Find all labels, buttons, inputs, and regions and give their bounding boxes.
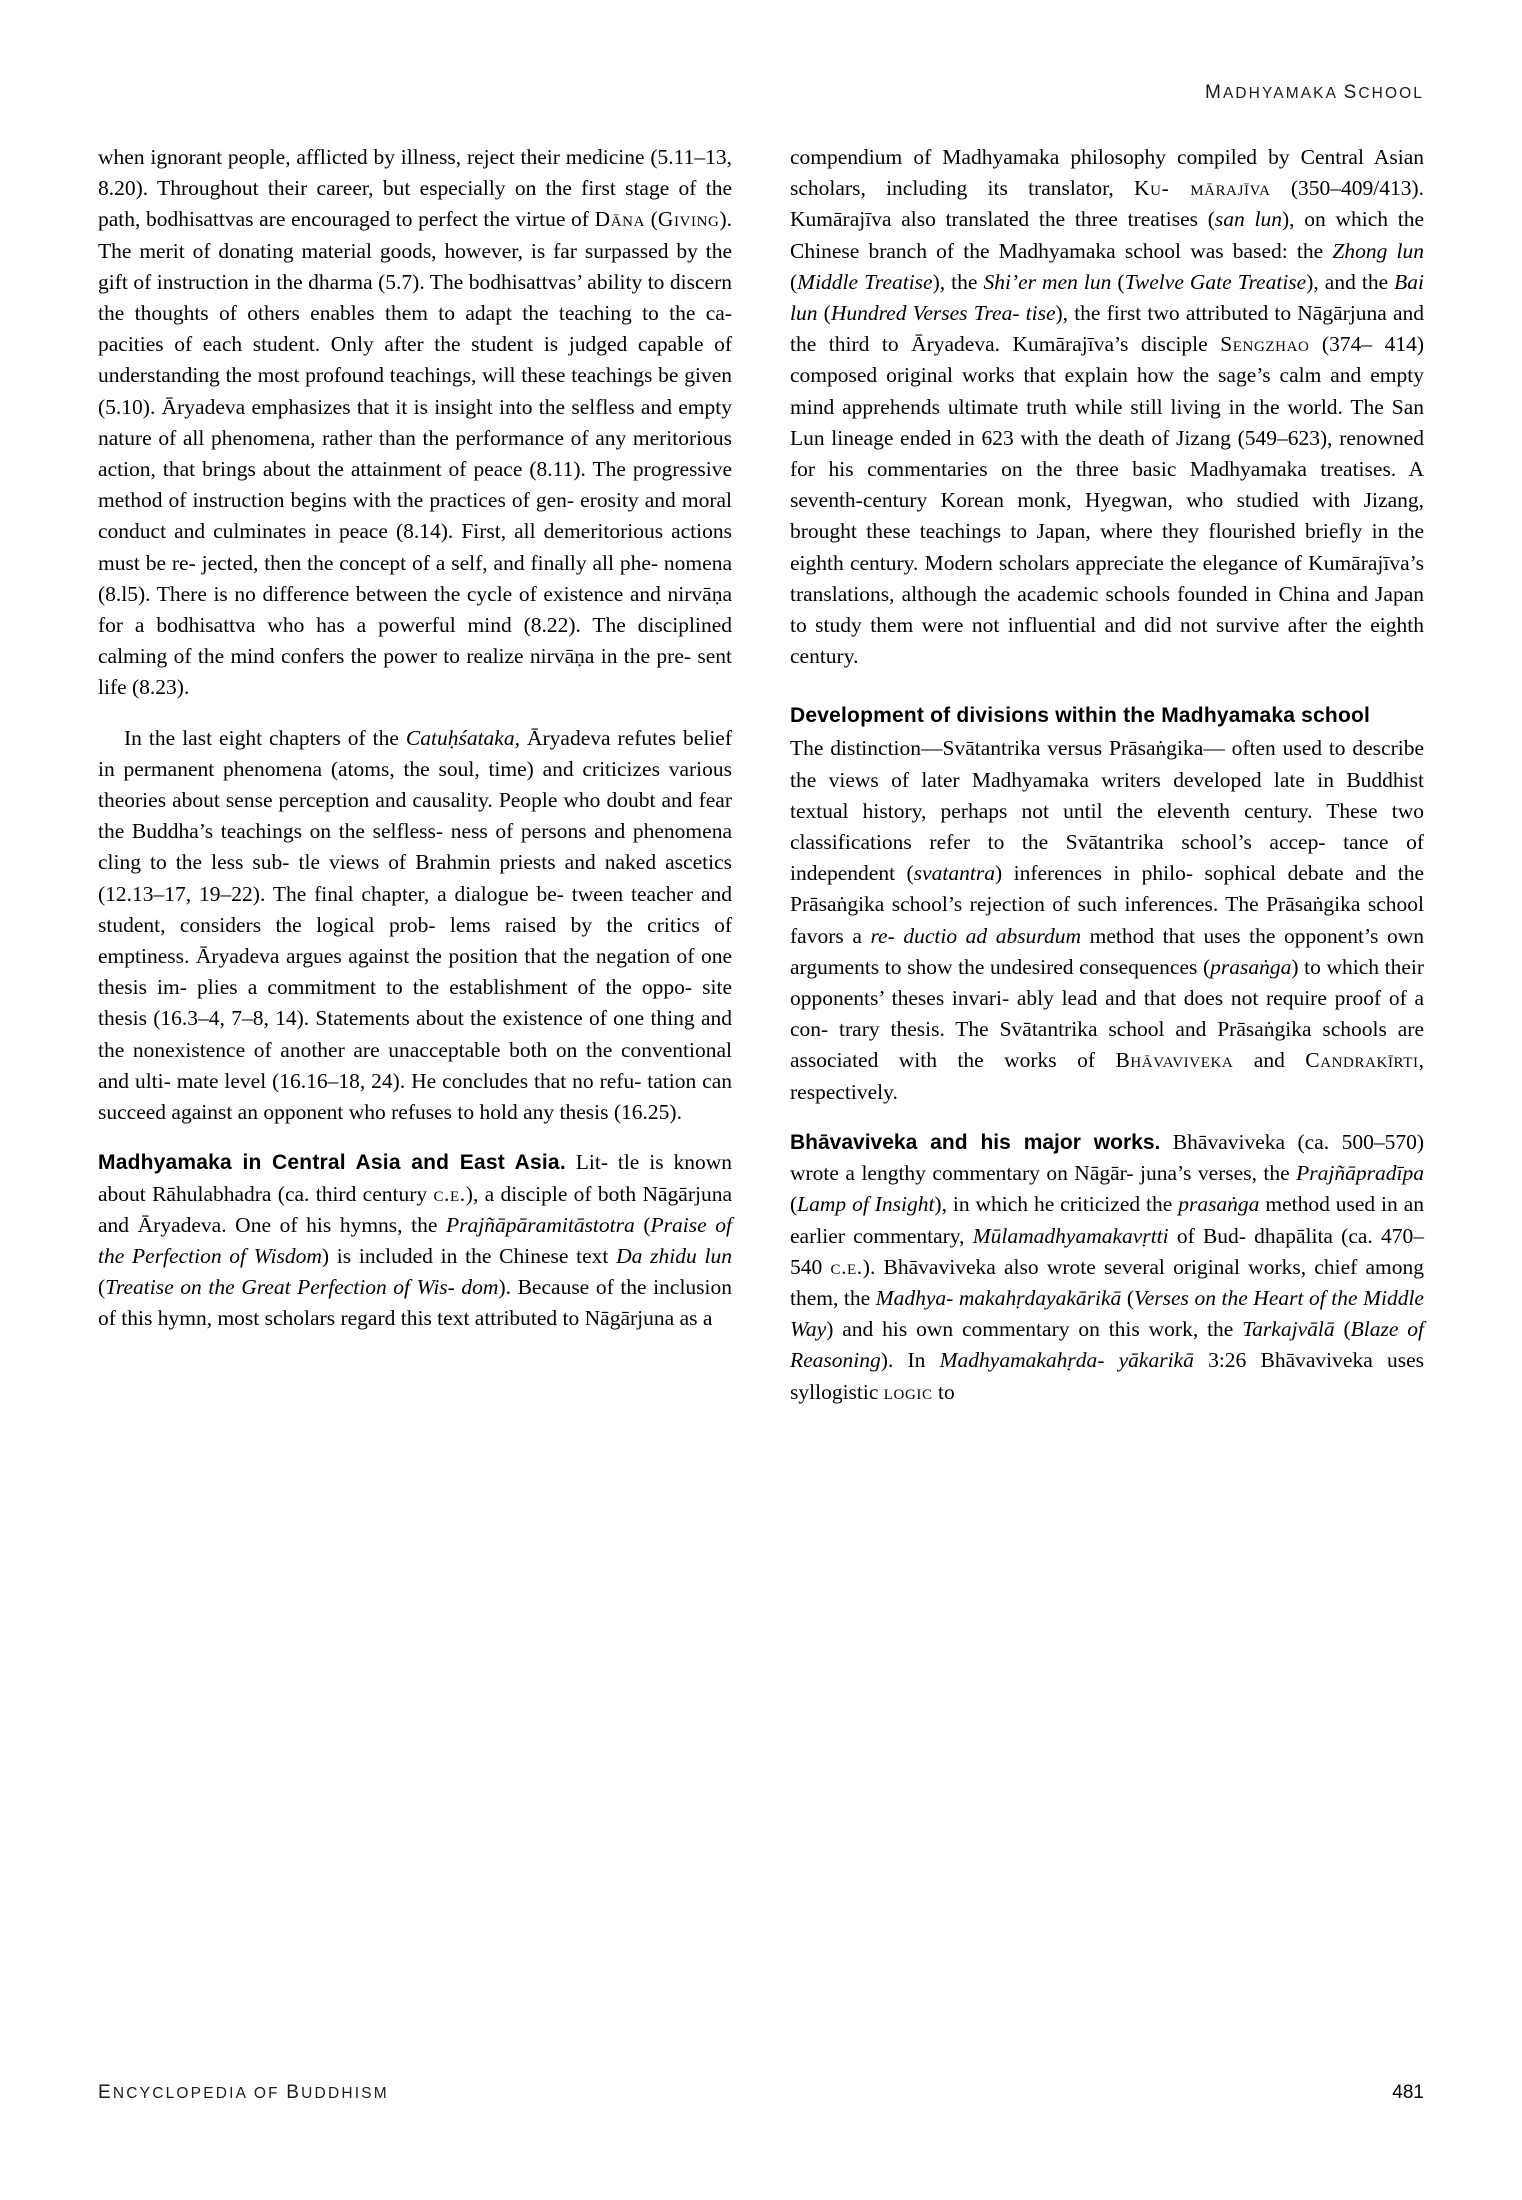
run-in-heading-central-asia: Madhyamaka in Central Asia and East Asia. [98, 1151, 566, 1175]
paragraph-left-1: when ignorant people, afflicted by illness, reject their medicine (5.11–13, 8.20). Throughout their career, but especially on the first stage of the path, bodhisattvas are encouraged to perfect the virtue of Dāna (Giving). The merit of donating material goods, however, is far surpassed by the gift of instruction in the dharma (5.7). The bodhisattvas’ ability to discern the thoughts of others enables them to adapt the teaching to the ca- pacities of each student. Only after the student is judged capable of understanding the most profound teachings, will these teachings be given (5.10). Āryadeva emphasizes that it is insight into the selfless and empty nature of all phenomena, rather than the performance of any meritorious action, that brings about the attainment of peace (8.11). The progressive method of instruction begins with the practices of gen- erosity and moral conduct and culminates in peace (8.14). First, all demeritorious actions must be re- jected, then the concept of a self, and finally all phe- nomena (8.l5). There is no difference between the cycle of existence and nirvāṇa for a bodhisattva who has a powerful mind (8.22). The disciplined calming of the mind confers the power to realize nirvāṇa in the pre- sent life (8.23). [98, 145, 732, 700]
section-heading-divisions: Development of divisions within the Madhyamaka school [790, 704, 1371, 728]
left-column [98, 142, 732, 1408]
run-in-heading-bhavaviveka: Bhāvaviveka and his major works. [790, 1130, 1161, 1154]
page-number: 481 [1392, 2082, 1424, 2103]
paragraph-right-2: The distinction—Svātantrika versus Prāsaṅgika— often used to describe the views of later Madhyamaka writers developed late in Buddhist textual history, perhaps not until the eleventh century. These two classifications refer to the Svātantrika school’s accep- tance of independent (svatantra) inferences in philo- sophical debate and the Prāsaṅgika school’s rejection of such inferences. The Prāsaṅgika school favors a re- ductio ad absurdum method that uses the opponent’s own arguments to show the undesired consequences (prasaṅga) to which their opponents’ theses invari- ably lead and that does not require proof of a con- trary thesis. The Svātantrika school and Prāsaṅgika schools are associated with the works of Bhāvaviveka and Candrakīrti, respectively. [790, 736, 1424, 1104]
running-head: MADHYAMAKA SCHOOL [1205, 82, 1424, 103]
paragraph-left-2: In the last eight chapters of the Catuḥśataka, Āryadeva refutes belief in permanent phenomena (atoms, the soul, time) and criticizes various theories about sense perception and causality. People who doubt and fear the Buddha’s teachings on the selfless- ness of persons and phenomena cling to the less sub- tle views of Brahmin priests and naked ascetics (12.13–17, 19–22). The final chapter, a dialogue be- tween teacher and student, considers the logical prob- lems raised by the critics of emptiness. Āryadeva argues against the position that the negation of one thesis im- plies a commitment to the establishment of the oppo- site thesis (16.3–4, 7–8, 14). Statements about the existence of one thing and the nonexistence of another are unacceptable both on the conventional and ulti- mate level (16.16–18, 24). He concludes that no refu- tation can succeed against an opponent who refuses to hold any thesis (16.25). [98, 725, 732, 1125]
paragraph-left-3: Madhyamaka in Central Asia and East Asia. Lit- tle is known about Rāhulabhadra (ca. third century c.e.), a disciple of both Nāgārjuna and Āryadeva. One of his hymns, the Prajñāpāramitāstotra (Praise of the Perfection of Wisdom) is included in the Chinese text Da zhidu lun (Treatise on the Great Perfection of Wis- dom). Because of the inclusion of this hymn, most scholars regard this text attributed to Nāgārjuna as a [98, 1150, 733, 1331]
footer-series-title: ENCYCLOPEDIA OF BUDDHISM [98, 2082, 389, 2103]
paragraph-right-1: compendium of Madhyamaka philosophy compiled by Central Asian scholars, including its translator, Ku- mārajīva (350–409/413). Kumārajīva also translated the three treatises (san lun), on which the Chinese branch of the Madhyamaka school was based: the Zhong lun (Middle Treatise), the Shi’er men lun (Twelve Gate Treatise), and the Bai lun (Hundred Verses Trea- tise), the first two attributed to Nāgārjuna and the third to Āryadeva. Kumārajīva’s disciple Sengzhao (374– 414) composed original works that explain how the sage’s calm and empty mind apprehends ultimate truth while still living in the world. The San Lun lineage ended in 623 with the death of Jizang (549–623), renowned for his commentaries on the three basic Madhyamaka treatises. A seventh-century Korean monk, Hyegwan, who studied with Jizang, brought these teachings to Japan, where they flourished briefly in the eighth century. Modern scholars appreciate the elegance of Kumārajīva’s translations, although the academic schools founded in China and Japan to study them were not influential and did not survive after the eighth century. [790, 145, 1425, 669]
paragraph-right-3: Bhāvaviveka and his major works. Bhāvaviveka (ca. 500–570) wrote a lengthy commentary on Nāgār- juna’s verses, the Prajñāpradīpa (Lamp of Insight), in which he criticized the prasaṅga method used in an earlier commentary, Mūlamadhyamakavṛtti of Bud- dhapālita (ca. 470–540 c.e.). Bhāvaviveka also wrote several original works, chief among them, the Madhya- makahṛdayakārikā (Verses on the Heart of the Middle Way) and his own commentary on this work, the Tarkajvālā (Blaze of Reasoning). In Madhyamakahṛda- yākarikā 3:26 Bhāvaviveka uses syllogistic logic to [790, 1129, 1425, 1404]
right-column [790, 142, 1424, 1408]
page-footer [98, 2082, 1424, 2104]
two-column-body [98, 142, 1424, 1408]
